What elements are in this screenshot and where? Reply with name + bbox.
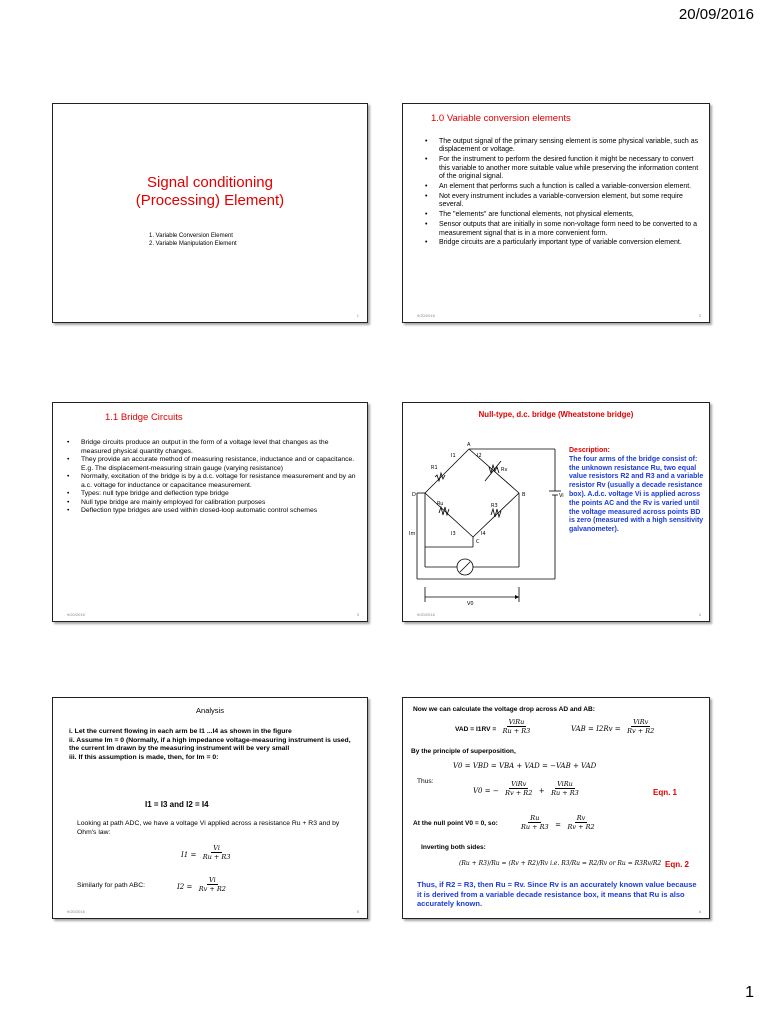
numerator: Ru xyxy=(530,814,540,823)
slide-5 xyxy=(52,697,368,919)
equation-null xyxy=(519,814,597,832)
conclusion-text: Thus, if R2 = R3, then Ru = Rv. Since Rv is an accurately known value because it is derived from a variable decade resistance box, it means that Ru is also accurately known. xyxy=(417,880,697,908)
node-a-label: A xyxy=(467,442,471,448)
title-line-1: Signal conditioning xyxy=(147,174,273,191)
list-item: • Normally, excitation of the bridge is by a d.c. voltage for resistance measurement and by an a.c. voltage for inductance or capacitance measurement. xyxy=(67,473,357,490)
path-abc-text: Similarly for path ABC: xyxy=(77,882,145,889)
resistor-rv-label: Rv xyxy=(501,467,508,473)
denominator: Ru + R3 xyxy=(551,789,579,798)
analysis-steps xyxy=(69,728,359,762)
node-b-label: B xyxy=(522,492,526,498)
eqn-2-label: Eqn. 2 xyxy=(665,860,690,869)
denominator: Ru + R3 xyxy=(202,853,231,862)
slide-title: Analysis xyxy=(196,706,224,715)
equation-vad xyxy=(455,718,532,736)
eq-lhs: V0 = − xyxy=(473,787,499,795)
resistor-ru-label: Ru xyxy=(437,501,444,507)
numerator: Vi xyxy=(209,876,216,885)
node-c-label: C xyxy=(476,539,480,545)
thus-label: Thus: xyxy=(417,778,434,785)
slide-2 xyxy=(402,103,710,323)
slide-3 xyxy=(52,402,368,622)
slide-date: 9/20/2016 xyxy=(67,909,85,914)
equation-i2 xyxy=(177,876,228,894)
denominator: Ru + R3 xyxy=(502,727,531,736)
page-date: 20/09/2016 xyxy=(678,6,754,23)
eq-lhs: I1 = xyxy=(181,851,197,859)
numerator: ViRu xyxy=(557,780,573,789)
eqn-1-label: Eqn. 1 xyxy=(653,788,678,797)
superposition-text: By the principle of superposition, xyxy=(411,748,516,755)
description-heading: Description: xyxy=(569,447,610,454)
slide-date: 9/20/2016 xyxy=(417,313,435,318)
intro-text: Now we can calculate the voltage drop across AD and AB: xyxy=(413,706,595,713)
equation-vab xyxy=(571,718,656,736)
current-i2-label: I2 xyxy=(477,453,482,459)
voltage-vo-label: V0 xyxy=(467,601,474,607)
eq-lhs: VAB = I2Rv = xyxy=(571,725,621,733)
numerator: ViRv xyxy=(511,780,527,789)
list-item: i. Let the current flowing in each arm be I1 ...I4 as shown in the figure xyxy=(69,728,292,735)
denominator: Rv + R2 xyxy=(505,789,533,798)
fraction xyxy=(549,780,581,797)
slide-number: 5 xyxy=(356,909,359,914)
description-block xyxy=(569,447,705,535)
current-i1-label: I1 xyxy=(451,453,456,459)
slide-1 xyxy=(52,103,368,323)
topic-list xyxy=(149,232,237,248)
list-item: iii. If this assumption is made, then, for Im = 0: xyxy=(69,753,219,761)
list-item: • Types: null type bridge and deflection type bridge xyxy=(67,490,357,499)
resistor-r1-label: R1 xyxy=(431,465,438,471)
slide-title: Null-type, d.c. bridge (Wheatstone bridge) xyxy=(478,410,634,419)
title-line-2: (Processing) Element) xyxy=(135,192,285,209)
inverting-text: Inverting both sides: xyxy=(421,844,486,851)
slide-4 xyxy=(402,402,710,622)
list-item: ii. Assume Im = 0 (Normally, if a high impedance voltage-measuring instrument is used, the current Im drawn by the measuring instrument will be very small xyxy=(69,736,351,752)
list-item: 1. Variable Conversion Element xyxy=(149,233,233,239)
fraction xyxy=(519,814,551,831)
list-item: • They provide an accurate method of measuring resistance, inductance and or capacitance. E.g. The displacement-measuring strain gauge (varying resistance) xyxy=(67,456,357,473)
denominator: Rv + R2 xyxy=(198,885,226,894)
denominator: Ru + R3 xyxy=(521,823,549,832)
slide-number: 6 xyxy=(698,909,701,914)
slide-date: 9/20/2016 xyxy=(417,612,435,617)
list-item: • For the instrument to perform the desired function it might be necessary to convert this variable to another more suitable value while preserving the information content of the original signal. xyxy=(425,156,705,181)
current-equality: I1 = I3 and I2 = I4 xyxy=(145,800,209,809)
fraction xyxy=(201,844,233,861)
list-item: 2. Variable Manipulation Element xyxy=(149,241,237,247)
equation-v0: V0 = VBD = VBA + VAD = −VAB + VAD xyxy=(453,762,597,770)
wheatstone-bridge-diagram xyxy=(407,437,567,607)
node-d-label: D xyxy=(412,492,416,498)
slide-number: 2 xyxy=(698,313,701,318)
list-item: • The "elements" are functional elements, not physical elements, xyxy=(425,211,705,219)
current-i3-label: I3 xyxy=(451,531,456,537)
list-item: • Deflection type bridges are used within closed-loop automatic control schemes xyxy=(67,507,357,516)
slide-number: 1 xyxy=(356,313,359,318)
list-item: • Null type bridge are mainly employed for calibration purposes xyxy=(67,499,357,508)
path-adc-text: Looking at path ADC, we have a voltage Vi applied across a resistance Ru + R3 and by Ohm's law: xyxy=(77,820,340,836)
list-item: • Bridge circuits produce an output in the form of a voltage level that changes as the measured physical quantity changes. xyxy=(67,439,357,456)
fraction xyxy=(501,718,533,735)
numerator: ViRu xyxy=(508,718,525,727)
numerator: Vi xyxy=(213,844,220,853)
fraction xyxy=(565,814,596,831)
slide-title: 1.1 Bridge Circuits xyxy=(105,412,183,423)
eq-lhs: I2 = xyxy=(177,883,193,891)
numerator: ViRv xyxy=(633,718,649,727)
list-item: • The output signal of the primary sensing element is some physical variable, such as displacement or voltage. xyxy=(425,138,705,155)
fraction xyxy=(197,876,228,893)
equals-sign: = xyxy=(555,821,562,829)
plus-sign: + xyxy=(538,787,545,795)
current-im-label: Im xyxy=(409,531,416,537)
list-item: • Not every instrument includes a variable-conversion element, but some require several. xyxy=(425,193,705,210)
bullet-list xyxy=(425,138,705,249)
list-item: • Bridge circuits are a particularly important type of variable conversion element. xyxy=(425,239,705,247)
slide-number: 3 xyxy=(356,612,359,617)
null-point-text: At the null point V0 = 0, so: xyxy=(413,820,498,827)
description-body: The four arms of the bridge consist of: the unknown resistance Ru, two equal value resistors R2 and R3 and a variable resistor Rv (usually a decade resistance box). A.d.c. voltage Vi is applied across the points AC and the Rv is varied until the voltage measured across points BD is zero (measured with a high sensitivity galvanometer). xyxy=(569,455,704,534)
current-i4-label: I4 xyxy=(481,531,486,537)
list-item: • An element that performs such a function is called a variable-conversion element. xyxy=(425,183,705,191)
numerator: Rv xyxy=(576,814,586,823)
equation-i1 xyxy=(181,844,232,862)
slide-number: 4 xyxy=(698,612,701,617)
equation-v0-expanded xyxy=(473,780,581,798)
fraction xyxy=(503,780,534,797)
eq-lhs: VAD = I1RV = xyxy=(455,726,497,733)
slide-title xyxy=(53,174,367,210)
resistor-r3-label: R3 xyxy=(491,503,498,509)
list-item: • Sensor outputs that are initially in some non-voltage form need to be converted to a measurement signal that is in a more convenient form. xyxy=(425,221,705,238)
slide-title: 1.0 Variable conversion elements xyxy=(431,113,571,124)
bullet-list xyxy=(67,439,357,516)
fraction xyxy=(625,718,656,735)
denominator: Rv + R2 xyxy=(567,823,595,832)
voltage-vi-label: Vi xyxy=(559,493,564,499)
slide-date: 9/20/2016 xyxy=(67,612,85,617)
page-number: 1 xyxy=(745,984,754,1001)
denominator: Rv + R2 xyxy=(627,727,655,736)
slide-6 xyxy=(402,697,710,919)
equation-inverted: (Ru + R3)/Ru = (Rv + R2)/Rv i.e. R3/Ru = R2/Rv or Ru = R3Rv/R2 xyxy=(459,860,662,867)
